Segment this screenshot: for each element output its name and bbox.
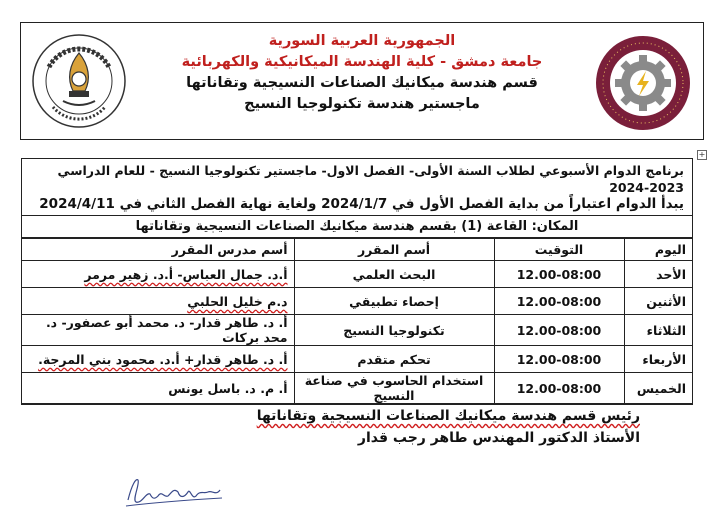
- signature-block: [257, 405, 640, 449]
- col-day: اليوم: [624, 239, 692, 261]
- row-time: 12.00-08:00: [494, 373, 624, 404]
- row-day: الأحد: [624, 261, 692, 288]
- row-teacher: [22, 288, 294, 315]
- row-teacher: [22, 373, 294, 404]
- signature-title-text: رئيس قسم هندسة ميكانيك الصناعات النسيجية وتقاناتها: [256, 408, 640, 424]
- schedule-place-text: المكان: القاعة (1) بقسم هندسة ميكانيك الصناعات النسيجية وتقاناتها: [135, 219, 579, 234]
- row-time: 12.00-08:00: [494, 346, 624, 373]
- signature-name: الأستاذ الدكتور المهندس طاهر رجب قدار: [357, 430, 640, 446]
- row-course: البحث العلمي: [294, 261, 494, 288]
- table-header-row: [22, 239, 692, 261]
- row-time: 12.00-08:00: [494, 315, 624, 346]
- header-country: الجمهورية العربية السورية: [268, 33, 456, 49]
- row-teacher: [22, 261, 294, 288]
- schedule-heading: [22, 159, 692, 216]
- damascus-university-logo-icon: [29, 31, 129, 131]
- row-teacher-text: أ. م. د. باسل يونس: [168, 380, 288, 396]
- row-day: الأثنين: [624, 288, 692, 315]
- row-course: استخدام الحاسوب في صناعة النسيج: [294, 373, 494, 404]
- faculty-gear-logo-icon: [593, 33, 693, 133]
- schedule-start-line: يبدأ الدوام اعتباراً من بداية الفصل الأول في 2024/1/7 ولغاية نهاية الفصل الثاني في 2024/4/11: [39, 196, 684, 212]
- table-row: [22, 346, 692, 373]
- row-teacher-text: أ. د. طاهر قدار+ أ.د. محمود بني المرجة.: [38, 351, 288, 367]
- col-time: التوقيت: [494, 239, 624, 261]
- row-time: 12.00-08:00: [494, 288, 624, 315]
- row-time: 12.00-08:00: [494, 261, 624, 288]
- row-day: الثلاثاء: [624, 315, 692, 346]
- table-move-handle-icon[interactable]: +: [698, 150, 706, 159]
- row-teacher: [22, 346, 294, 373]
- header-program: ماجستير هندسة تكنولوجيا النسيج: [244, 96, 480, 112]
- col-teacher: أسم مدرس المقرر: [22, 239, 294, 261]
- row-course: إحصاء تطبيقي: [294, 288, 494, 315]
- row-teacher-text: د.م خليل الحلبي: [187, 293, 288, 309]
- row-teacher-text: أ.د. جمال العباس- أ.د. زهير مرمر: [84, 266, 288, 282]
- schedule-table: [22, 238, 692, 404]
- weekly-schedule: [21, 158, 693, 405]
- row-course: تكنولوجيا النسيج: [294, 315, 494, 346]
- row-day: الخميس: [624, 373, 692, 404]
- table-row: [22, 261, 692, 288]
- row-day: الأربعاء: [624, 346, 692, 373]
- table-row: [22, 315, 692, 346]
- header-department: قسم هندسة ميكانيك الصناعات النسيجية وتقاناتها: [186, 75, 538, 91]
- document-header: [20, 22, 704, 140]
- row-teacher-text: أ. د. طاهر قدار- د. محمد أبو عصفور- د. محد بركات: [45, 315, 288, 345]
- schedule-place: [22, 216, 692, 238]
- col-course: أسم المقرر: [294, 239, 494, 261]
- handwritten-signature-icon: [118, 470, 228, 515]
- header-university-faculty: جامعة دمشق - كلية الهندسة الميكانيكية والكهربائية: [181, 54, 543, 70]
- table-row: [22, 288, 692, 315]
- row-teacher: [22, 315, 294, 346]
- schedule-title: برنامج الدوام الأسبوعي لطلاب السنة الأولى- الفصل الاول- ماجستير تكنولوجيا النسيج - للعام الدراسي 2023-2024: [57, 163, 684, 195]
- header-titles: [171, 31, 553, 115]
- row-course: تحكم متقدم: [294, 346, 494, 373]
- signature-title: [257, 405, 640, 427]
- table-row: [22, 373, 692, 404]
